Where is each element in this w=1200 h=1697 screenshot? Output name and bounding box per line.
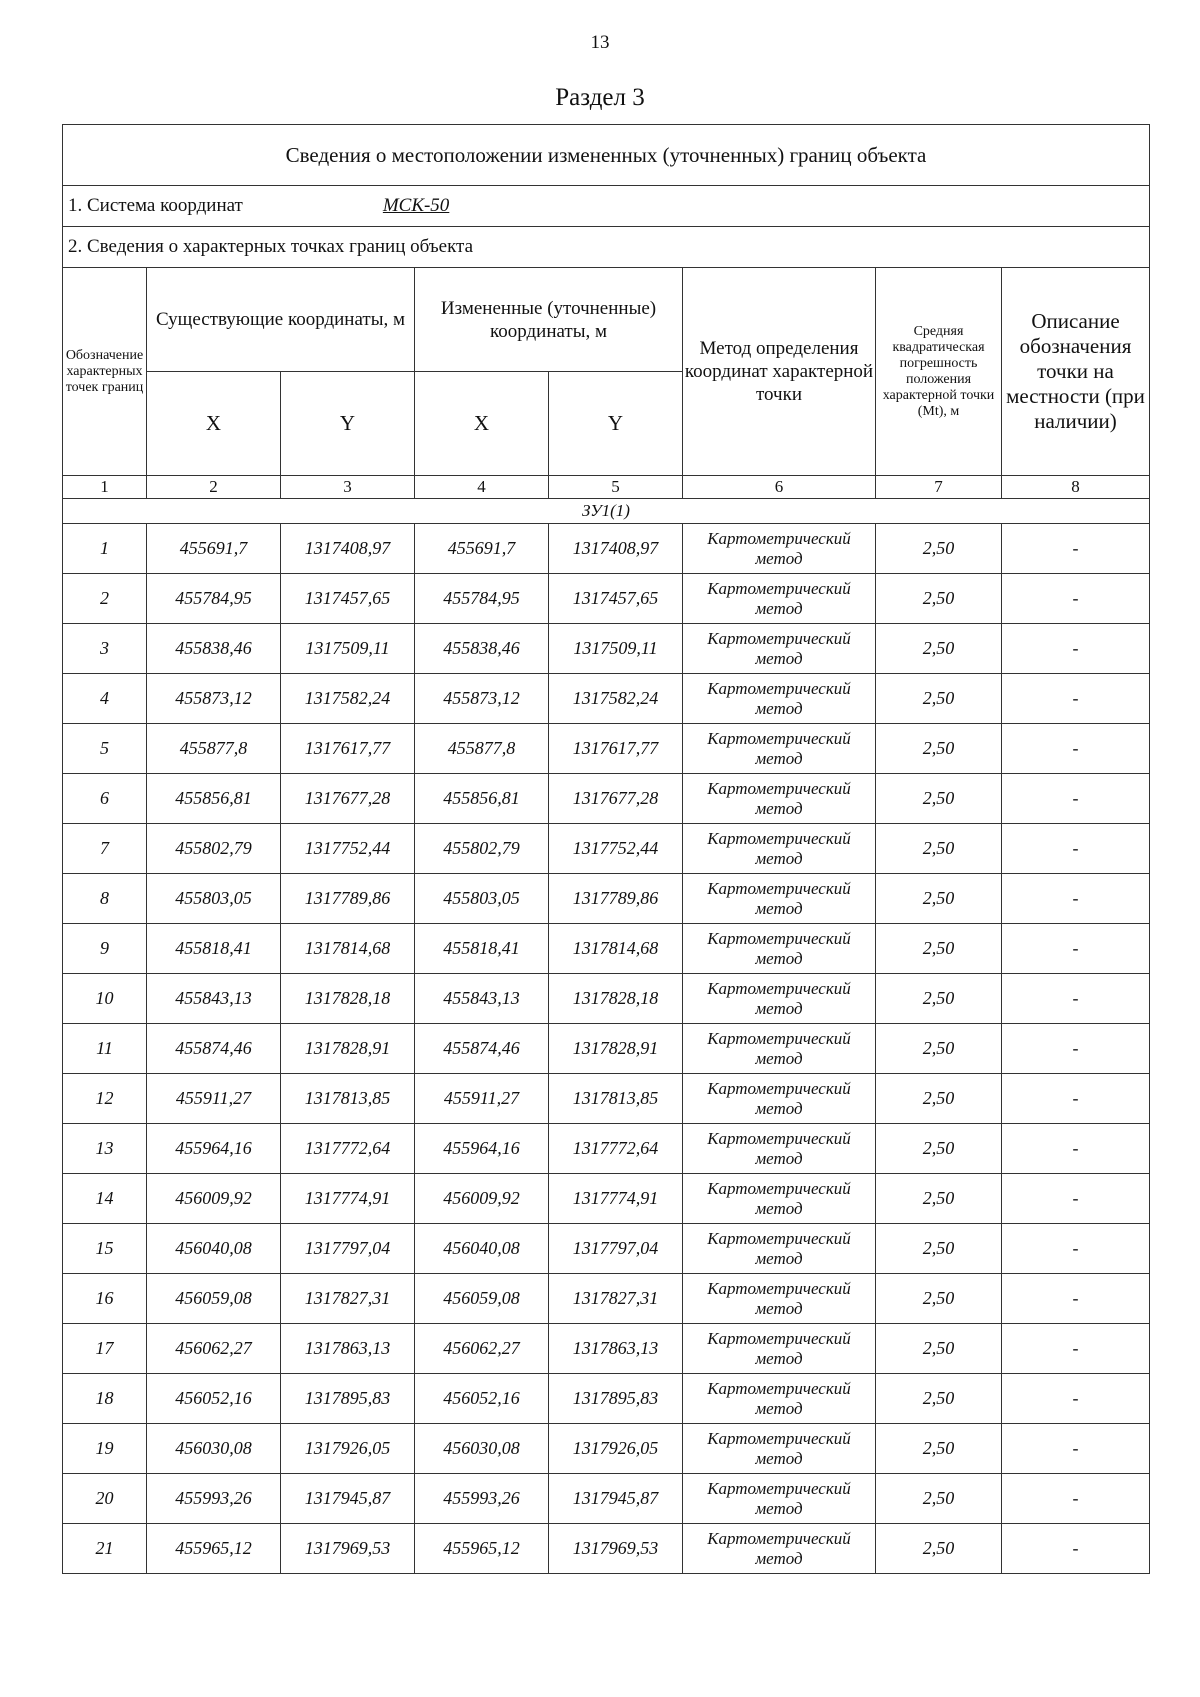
column-number: 8 bbox=[1002, 476, 1150, 499]
cell-point-number: 6 bbox=[63, 774, 147, 824]
cell-changed-x: 456059,08 bbox=[415, 1274, 549, 1324]
cell-existing-y: 1317582,24 bbox=[281, 674, 415, 724]
cell-changed-y: 1317813,85 bbox=[549, 1074, 683, 1124]
cell-point-number: 20 bbox=[63, 1474, 147, 1524]
cell-changed-y: 1317828,18 bbox=[549, 974, 683, 1024]
cell-method: Картометрический метод bbox=[683, 724, 876, 774]
cell-existing-y: 1317969,53 bbox=[281, 1524, 415, 1574]
table-row bbox=[63, 1424, 1150, 1474]
cell-existing-y: 1317827,31 bbox=[281, 1274, 415, 1324]
cell-existing-y: 1317408,97 bbox=[281, 524, 415, 574]
table-row bbox=[63, 1524, 1150, 1574]
cell-mean-error: 2,50 bbox=[876, 1174, 1002, 1224]
cell-mean-error: 2,50 bbox=[876, 1524, 1002, 1574]
cell-point-number: 3 bbox=[63, 624, 147, 674]
cell-changed-x: 455818,41 bbox=[415, 924, 549, 974]
cell-mean-error: 2,50 bbox=[876, 524, 1002, 574]
cell-mean-error: 2,50 bbox=[876, 674, 1002, 724]
cell-method: Картометрический метод bbox=[683, 1124, 876, 1174]
cell-point-number: 4 bbox=[63, 674, 147, 724]
cell-method: Картометрический метод bbox=[683, 1174, 876, 1224]
cell-method: Картометрический метод bbox=[683, 1074, 876, 1124]
cell-changed-x: 455877,8 bbox=[415, 724, 549, 774]
column-number: 7 bbox=[876, 476, 1002, 499]
cell-description: - bbox=[1002, 874, 1150, 924]
cell-method: Картометрический метод bbox=[683, 1024, 876, 1074]
zone-label: ЗУ1(1) bbox=[63, 499, 1150, 524]
cell-existing-x: 456052,16 bbox=[147, 1374, 281, 1424]
cell-mean-error: 2,50 bbox=[876, 874, 1002, 924]
cell-mean-error: 2,50 bbox=[876, 1024, 1002, 1074]
column-number-row bbox=[63, 476, 1150, 499]
cell-changed-y: 1317797,04 bbox=[549, 1224, 683, 1274]
cell-mean-error: 2,50 bbox=[876, 1474, 1002, 1524]
cell-point-number: 9 bbox=[63, 924, 147, 974]
cell-changed-y: 1317752,44 bbox=[549, 824, 683, 874]
cell-method: Картометрический метод bbox=[683, 874, 876, 924]
cell-existing-x: 455874,46 bbox=[147, 1024, 281, 1074]
table-row bbox=[63, 724, 1150, 774]
cell-existing-x: 456040,08 bbox=[147, 1224, 281, 1274]
table-row bbox=[63, 924, 1150, 974]
table-row bbox=[63, 824, 1150, 874]
cell-changed-y: 1317457,65 bbox=[549, 574, 683, 624]
cell-description: - bbox=[1002, 1074, 1150, 1124]
cell-changed-y: 1317863,13 bbox=[549, 1324, 683, 1374]
cell-mean-error: 2,50 bbox=[876, 574, 1002, 624]
cell-point-number: 13 bbox=[63, 1124, 147, 1174]
cell-existing-y: 1317509,11 bbox=[281, 624, 415, 674]
table-row bbox=[63, 674, 1150, 724]
cell-existing-x: 455911,27 bbox=[147, 1074, 281, 1124]
table-row bbox=[63, 1274, 1150, 1324]
cell-existing-y: 1317814,68 bbox=[281, 924, 415, 974]
cell-mean-error: 2,50 bbox=[876, 624, 1002, 674]
table-row bbox=[63, 974, 1150, 1024]
cell-mean-error: 2,50 bbox=[876, 1374, 1002, 1424]
cell-description: - bbox=[1002, 924, 1150, 974]
table-row bbox=[63, 1224, 1150, 1274]
cell-description: - bbox=[1002, 574, 1150, 624]
column-number: 4 bbox=[415, 476, 549, 499]
cell-method: Картометрический метод bbox=[683, 1374, 876, 1424]
table-row bbox=[63, 1124, 1150, 1174]
cell-method: Картометрический метод bbox=[683, 574, 876, 624]
page-number: 13 bbox=[590, 32, 610, 53]
column-number: 6 bbox=[683, 476, 876, 499]
cell-description: - bbox=[1002, 1524, 1150, 1574]
cell-changed-x: 455873,12 bbox=[415, 674, 549, 724]
cell-changed-y: 1317772,64 bbox=[549, 1124, 683, 1174]
cell-existing-x: 455838,46 bbox=[147, 624, 281, 674]
table-row bbox=[63, 874, 1150, 924]
table-row bbox=[63, 1374, 1150, 1424]
cell-changed-x: 455803,05 bbox=[415, 874, 549, 924]
cell-method: Картометрический метод bbox=[683, 1274, 876, 1324]
cell-mean-error: 2,50 bbox=[876, 1224, 1002, 1274]
header-mean-error: Средняя квадратическая погрешность положения характерной точки (Mt), м bbox=[876, 268, 1002, 476]
cell-existing-y: 1317895,83 bbox=[281, 1374, 415, 1424]
cell-existing-x: 456059,08 bbox=[147, 1274, 281, 1324]
cell-existing-x: 455784,95 bbox=[147, 574, 281, 624]
cell-description: - bbox=[1002, 824, 1150, 874]
cell-description: - bbox=[1002, 524, 1150, 574]
cell-existing-y: 1317617,77 bbox=[281, 724, 415, 774]
cell-existing-y: 1317813,85 bbox=[281, 1074, 415, 1124]
header-changed-y: Y bbox=[549, 372, 683, 476]
cell-existing-y: 1317828,91 bbox=[281, 1024, 415, 1074]
cell-existing-x: 456030,08 bbox=[147, 1424, 281, 1474]
cell-method: Картометрический метод bbox=[683, 1474, 876, 1524]
cell-changed-y: 1317828,91 bbox=[549, 1024, 683, 1074]
cell-existing-y: 1317752,44 bbox=[281, 824, 415, 874]
cell-existing-y: 1317677,28 bbox=[281, 774, 415, 824]
cell-method: Картометрический метод bbox=[683, 824, 876, 874]
column-number: 5 bbox=[549, 476, 683, 499]
cell-existing-x: 455803,05 bbox=[147, 874, 281, 924]
cell-description: - bbox=[1002, 1124, 1150, 1174]
cell-method: Картометрический метод bbox=[683, 974, 876, 1024]
cell-point-number: 14 bbox=[63, 1174, 147, 1224]
cell-changed-x: 456040,08 bbox=[415, 1224, 549, 1274]
table-row bbox=[63, 774, 1150, 824]
cell-method: Картометрический метод bbox=[683, 1424, 876, 1474]
column-number: 2 bbox=[147, 476, 281, 499]
cell-existing-y: 1317457,65 bbox=[281, 574, 415, 624]
cell-point-number: 11 bbox=[63, 1024, 147, 1074]
cell-existing-y: 1317863,13 bbox=[281, 1324, 415, 1374]
cell-description: - bbox=[1002, 724, 1150, 774]
cell-existing-x: 455877,8 bbox=[147, 724, 281, 774]
cell-method: Картометрический метод bbox=[683, 674, 876, 724]
coord-system-row bbox=[63, 186, 1150, 227]
cell-description: - bbox=[1002, 974, 1150, 1024]
cell-description: - bbox=[1002, 1424, 1150, 1474]
cell-changed-x: 455874,46 bbox=[415, 1024, 549, 1074]
cell-mean-error: 2,50 bbox=[876, 1424, 1002, 1474]
cell-existing-y: 1317945,87 bbox=[281, 1474, 415, 1524]
cell-point-number: 1 bbox=[63, 524, 147, 574]
cell-changed-x: 455911,27 bbox=[415, 1074, 549, 1124]
header-existing-y: Y bbox=[281, 372, 415, 476]
cell-changed-x: 455802,79 bbox=[415, 824, 549, 874]
cell-existing-x: 455873,12 bbox=[147, 674, 281, 724]
cell-existing-x: 455843,13 bbox=[147, 974, 281, 1024]
cell-point-number: 18 bbox=[63, 1374, 147, 1424]
cell-point-number: 15 bbox=[63, 1224, 147, 1274]
cell-method: Картометрический метод bbox=[683, 924, 876, 974]
cell-method: Картометрический метод bbox=[683, 1224, 876, 1274]
cell-changed-x: 455784,95 bbox=[415, 574, 549, 624]
coord-system-label: 1. Система координат bbox=[68, 195, 243, 216]
cell-changed-y: 1317895,83 bbox=[549, 1374, 683, 1424]
cell-mean-error: 2,50 bbox=[876, 724, 1002, 774]
cell-description: - bbox=[1002, 1374, 1150, 1424]
cell-point-number: 19 bbox=[63, 1424, 147, 1474]
cell-point-number: 10 bbox=[63, 974, 147, 1024]
cell-existing-x: 455691,7 bbox=[147, 524, 281, 574]
cell-changed-x: 455691,7 bbox=[415, 524, 549, 574]
cell-point-number: 5 bbox=[63, 724, 147, 774]
cell-changed-y: 1317945,87 bbox=[549, 1474, 683, 1524]
header-method: Метод определения координат характерной точки bbox=[683, 268, 876, 476]
column-number: 3 bbox=[281, 476, 415, 499]
table-row bbox=[63, 1024, 1150, 1074]
cell-existing-x: 455856,81 bbox=[147, 774, 281, 824]
cell-existing-y: 1317926,05 bbox=[281, 1424, 415, 1474]
cell-description: - bbox=[1002, 1474, 1150, 1524]
column-number: 1 bbox=[63, 476, 147, 499]
cell-description: - bbox=[1002, 674, 1150, 724]
table-row bbox=[63, 1174, 1150, 1224]
cell-changed-x: 455856,81 bbox=[415, 774, 549, 824]
table-row bbox=[63, 1074, 1150, 1124]
cell-changed-y: 1317814,68 bbox=[549, 924, 683, 974]
header-description: Описание обозначения точки на местности (при наличии) bbox=[1002, 268, 1150, 476]
cell-method: Картометрический метод bbox=[683, 1324, 876, 1374]
cell-method: Картометрический метод bbox=[683, 624, 876, 674]
cell-changed-x: 456030,08 bbox=[415, 1424, 549, 1474]
cell-mean-error: 2,50 bbox=[876, 1274, 1002, 1324]
cell-changed-x: 455843,13 bbox=[415, 974, 549, 1024]
cell-changed-x: 455993,26 bbox=[415, 1474, 549, 1524]
cell-existing-x: 455802,79 bbox=[147, 824, 281, 874]
coord-system-value: МСК-50 bbox=[382, 195, 450, 216]
section-title: Раздел 3 bbox=[555, 84, 645, 111]
cell-existing-x: 455964,16 bbox=[147, 1124, 281, 1174]
cell-changed-y: 1317617,77 bbox=[549, 724, 683, 774]
cell-description: - bbox=[1002, 1174, 1150, 1224]
header-point-designation: Обозначение характерных точек границ bbox=[63, 268, 147, 476]
cell-method: Картометрический метод bbox=[683, 1524, 876, 1574]
cell-description: - bbox=[1002, 1224, 1150, 1274]
cell-description: - bbox=[1002, 1324, 1150, 1374]
cell-changed-y: 1317774,91 bbox=[549, 1174, 683, 1224]
cell-existing-y: 1317789,86 bbox=[281, 874, 415, 924]
cell-point-number: 2 bbox=[63, 574, 147, 624]
points-section-label: 2. Сведения о характерных точках границ объекта bbox=[63, 227, 1150, 268]
table-row bbox=[63, 624, 1150, 674]
cell-existing-x: 455965,12 bbox=[147, 1524, 281, 1574]
table-row bbox=[63, 574, 1150, 624]
cell-description: - bbox=[1002, 624, 1150, 674]
cell-changed-y: 1317677,28 bbox=[549, 774, 683, 824]
table-row bbox=[63, 1324, 1150, 1374]
cell-existing-x: 455993,26 bbox=[147, 1474, 281, 1524]
cell-changed-x: 455964,16 bbox=[415, 1124, 549, 1174]
cell-changed-y: 1317582,24 bbox=[549, 674, 683, 724]
cell-existing-y: 1317797,04 bbox=[281, 1224, 415, 1274]
table-title: Сведения о местоположении измененных (уточненных) границ объекта bbox=[63, 125, 1150, 186]
cell-changed-y: 1317969,53 bbox=[549, 1524, 683, 1574]
cell-changed-x: 455838,46 bbox=[415, 624, 549, 674]
cell-existing-x: 456009,92 bbox=[147, 1174, 281, 1224]
cell-method: Картометрический метод bbox=[683, 774, 876, 824]
cell-existing-y: 1317772,64 bbox=[281, 1124, 415, 1174]
cell-description: - bbox=[1002, 1024, 1150, 1074]
cell-point-number: 7 bbox=[63, 824, 147, 874]
cell-description: - bbox=[1002, 1274, 1150, 1324]
cell-existing-x: 455818,41 bbox=[147, 924, 281, 974]
cell-mean-error: 2,50 bbox=[876, 774, 1002, 824]
cell-changed-x: 456009,92 bbox=[415, 1174, 549, 1224]
cell-changed-y: 1317926,05 bbox=[549, 1424, 683, 1474]
header-changed-x: X bbox=[415, 372, 549, 476]
header-existing-coords: Существующие координаты, м bbox=[147, 268, 415, 372]
cell-changed-y: 1317509,11 bbox=[549, 624, 683, 674]
cell-point-number: 17 bbox=[63, 1324, 147, 1374]
header-changed-coords: Измененные (уточненные) координаты, м bbox=[415, 268, 683, 372]
cell-mean-error: 2,50 bbox=[876, 1074, 1002, 1124]
boundary-points-table bbox=[62, 124, 1150, 1574]
cell-existing-y: 1317828,18 bbox=[281, 974, 415, 1024]
cell-changed-x: 456052,16 bbox=[415, 1374, 549, 1424]
cell-description: - bbox=[1002, 774, 1150, 824]
cell-changed-y: 1317408,97 bbox=[549, 524, 683, 574]
table-row bbox=[63, 524, 1150, 574]
cell-existing-x: 456062,27 bbox=[147, 1324, 281, 1374]
table-row bbox=[63, 1474, 1150, 1524]
cell-point-number: 12 bbox=[63, 1074, 147, 1124]
cell-point-number: 8 bbox=[63, 874, 147, 924]
cell-mean-error: 2,50 bbox=[876, 1124, 1002, 1174]
cell-point-number: 21 bbox=[63, 1524, 147, 1574]
cell-method: Картометрический метод bbox=[683, 524, 876, 574]
header-existing-x: X bbox=[147, 372, 281, 476]
cell-existing-y: 1317774,91 bbox=[281, 1174, 415, 1224]
cell-mean-error: 2,50 bbox=[876, 1324, 1002, 1374]
cell-point-number: 16 bbox=[63, 1274, 147, 1324]
cell-mean-error: 2,50 bbox=[876, 824, 1002, 874]
cell-changed-y: 1317827,31 bbox=[549, 1274, 683, 1324]
cell-mean-error: 2,50 bbox=[876, 924, 1002, 974]
cell-mean-error: 2,50 bbox=[876, 974, 1002, 1024]
cell-changed-x: 456062,27 bbox=[415, 1324, 549, 1374]
cell-changed-y: 1317789,86 bbox=[549, 874, 683, 924]
cell-changed-x: 455965,12 bbox=[415, 1524, 549, 1574]
